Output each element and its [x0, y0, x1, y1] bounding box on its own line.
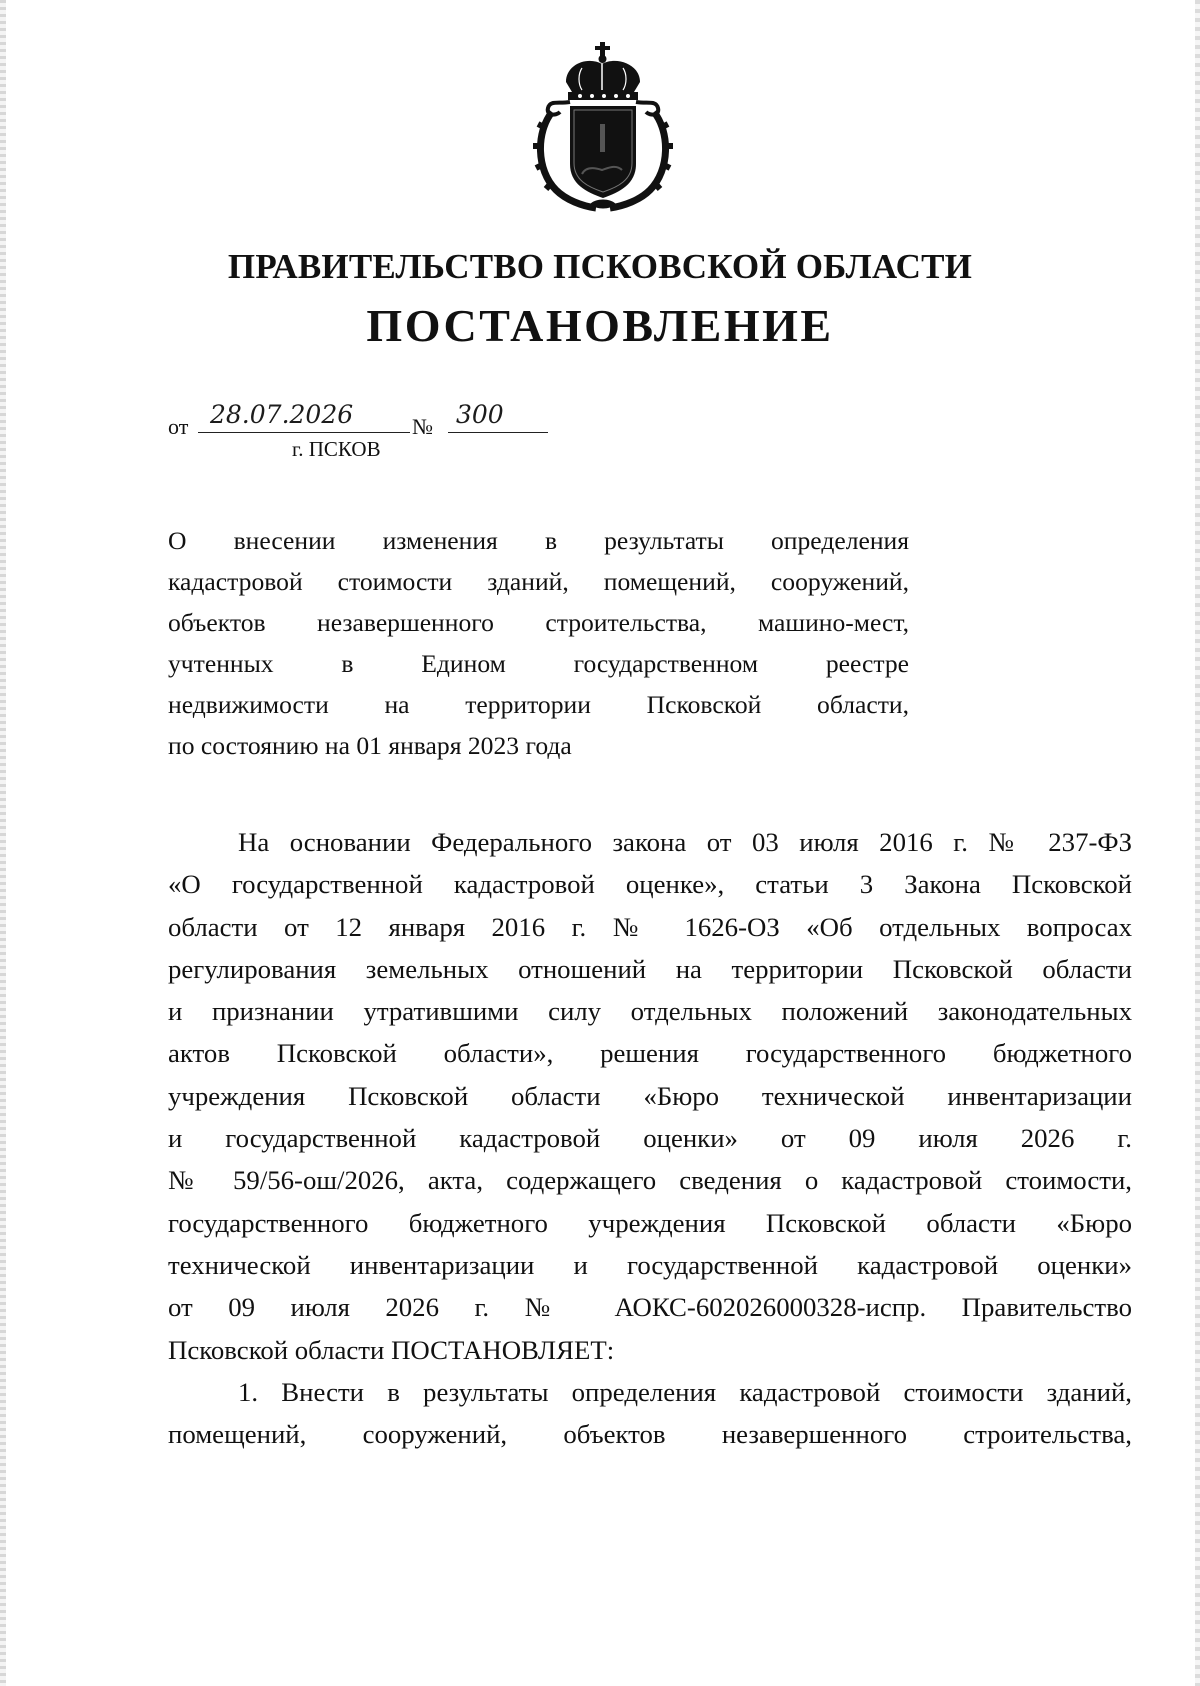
- preamble-line: регулирования земельных отношений на территории Псковской области: [168, 953, 1132, 984]
- number-label: №: [412, 414, 433, 439]
- preamble-line: и признании утратившими силу отдельных положений законодательных: [168, 996, 1132, 1027]
- preamble-line: от 09 июля 2026 г. № АОКС-602026000328-испр. Правительство: [168, 1292, 1132, 1323]
- subject-line: учтенных в Едином государственном реестре: [168, 649, 909, 678]
- subject-line: по состоянию на 01 января 2023 года: [168, 731, 572, 760]
- preamble-line: Псковской области ПОСТАНОВЛЯЕТ:: [168, 1334, 615, 1365]
- clause-1-line: 1. Внести в результаты определения кадастровой стоимости зданий,: [238, 1376, 1132, 1407]
- date-underline: [198, 432, 410, 433]
- number-underline: [448, 432, 548, 433]
- document-subject: [168, 520, 909, 766]
- clause-1-line: помещений, сооружений, объектов незавершенного строительства,: [168, 1419, 1132, 1450]
- preamble-line: учреждения Псковской области «Бюро технической инвентаризации: [168, 1080, 1132, 1111]
- preamble-line: государственного бюджетного учреждения Псковской области «Бюро: [168, 1207, 1132, 1238]
- document-body: [168, 821, 1132, 1455]
- government-title: ПРАВИТЕЛЬСТВО ПСКОВСКОЙ ОБЛАСТИ: [227, 247, 973, 286]
- city-label: г. ПСКОВ: [292, 437, 381, 461]
- document-type-heading: ПОСТАНОВЛЕНИЕ: [366, 300, 834, 351]
- preamble-line: и государственной кадастровой оценки» от 09 июля 2026 г.: [168, 1123, 1132, 1154]
- preamble-line: технической инвентаризации и государственной кадастровой оценки»: [168, 1249, 1132, 1280]
- subject-line: кадастровой стоимости зданий, помещений, сооружений,: [168, 567, 909, 596]
- handwritten-date: 28.07.2026: [210, 400, 354, 429]
- subject-line: объектов незавершенного строительства, машино-мест,: [168, 608, 909, 637]
- preamble-line: «О государственной кадастровой оценке», статьи 3 Закона Псковской: [168, 869, 1132, 900]
- preamble-line: актов Псковской области», решения государственного бюджетного: [168, 1038, 1132, 1069]
- subject-line: О внесении изменения в результаты определения: [168, 526, 909, 555]
- preamble-line: № 59/56-ош/2026, акта, содержащего сведения о кадастровой стоимости,: [168, 1165, 1132, 1196]
- subject-line: недвижимости на территории Псковской области,: [168, 690, 909, 719]
- date-label: от: [168, 414, 189, 439]
- preamble-line: На основании Федерального закона от 03 июля 2016 г. № 237-ФЗ: [238, 827, 1132, 857]
- coat-of-arms-emblem: [530, 42, 676, 214]
- preamble-line: области от 12 января 2016 г. № 1626-ОЗ «Об отдельных вопросах: [168, 911, 1132, 942]
- registration-line: [168, 400, 548, 439]
- handwritten-number: 300: [456, 400, 504, 429]
